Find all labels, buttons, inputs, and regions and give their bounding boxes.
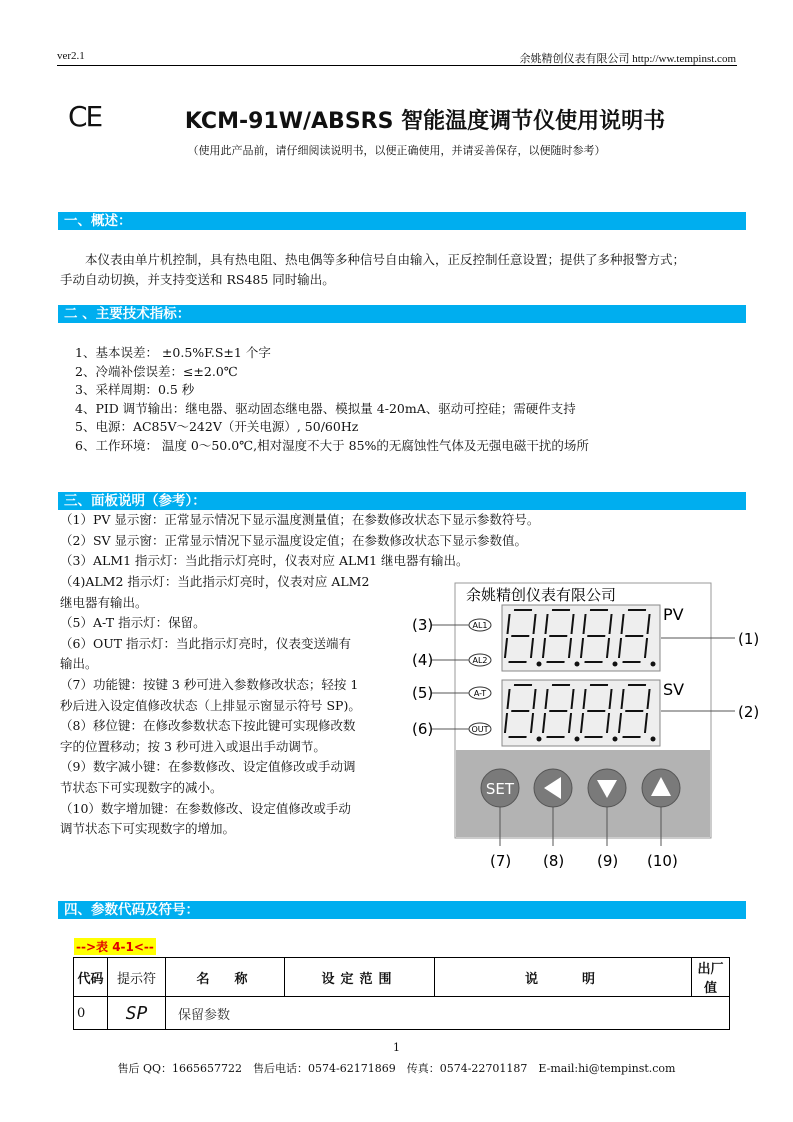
spec-item: 2、冷端补偿误差：≤±2.0℃ — [75, 363, 238, 379]
panel-desc-line: 继电器有输出。 — [60, 594, 148, 610]
panel-desc-line: （6）OUT 指示灯：当此指示灯亮时，仪表变送端有 — [60, 635, 352, 651]
col-code: 代码 — [74, 958, 108, 997]
panel-desc-line: 调节状态下可实现数字的增加。 — [60, 821, 236, 837]
version-label: ver2.1 — [57, 50, 85, 62]
footer-contact: 售后 QQ：1665657722 售后电话：0574-62171869 传真：0574-22701187 E-mail:hi@tempinst.com — [117, 1062, 676, 1075]
table-row — [74, 997, 730, 1030]
cell-symbol: SP — [108, 997, 166, 1030]
header-company: 余姚精创仪表有限公司 http://ww.tempinst.com — [519, 53, 736, 65]
decimal-point — [613, 662, 618, 667]
callout-label: (6) — [412, 720, 434, 738]
spec-item: 4、PID 调节输出：继电器、驱动固态继电器、模拟量 4-20mA、驱动可控硅；需硬件支持 — [75, 400, 576, 416]
callout-label: (4) — [412, 651, 434, 669]
spec-item: 3、采样周期：0.5 秒 — [75, 382, 195, 398]
page-number: 1 — [393, 1041, 400, 1054]
col-desc: 说 明 — [435, 958, 692, 997]
decimal-point — [537, 737, 542, 742]
section-heading-overview: 一、概述： — [58, 212, 746, 230]
section-heading-panel: 三、面板说明（参考）： — [58, 492, 746, 510]
indicator-label: OUT — [471, 725, 489, 734]
sv-label: SV — [663, 680, 685, 699]
callout-label: (10) — [647, 852, 678, 870]
indicator-label: A-T — [473, 689, 487, 698]
section-heading-params: 四、参数代码及符号： — [58, 901, 746, 919]
cell-code: 0 — [74, 997, 108, 1030]
decimal-point — [651, 737, 656, 742]
panel-desc-line: （8）移位键：在修改参数状态下按此键可实现修改数 — [60, 718, 356, 734]
decimal-point — [651, 662, 656, 667]
panel-desc-line: （4)ALM2 指示灯：当此指示灯亮时，仪表对应 ALM2 — [60, 574, 370, 589]
ce-logo: CE — [68, 100, 102, 133]
callout-label: (1) — [738, 630, 760, 648]
section-heading-specs: 二 、主要技术指标： — [58, 305, 746, 323]
callout-label: (8) — [543, 852, 565, 870]
panel-desc-line: （2）SV 显示窗：正常显示情况下显示温度设定值；在参数修改状态下显示参数值。 — [60, 532, 528, 548]
spec-item: 5、电源：AC85V～242V（开关电源）, 50/60Hz — [75, 419, 359, 435]
col-default: 出厂值 — [692, 958, 730, 997]
decimal-point — [575, 737, 580, 742]
panel-brand: 余姚精创仪表有限公司 — [466, 586, 617, 604]
col-symbol: 提示符 — [108, 958, 166, 997]
spec-item: 6、工作环境： 温度 0～50.0℃,相对湿度不大于 85%的无腐蚀性气体及无强电磁干扰的场所 — [75, 437, 589, 453]
callout-label: (2) — [738, 703, 760, 721]
callout-label: (5) — [412, 684, 434, 702]
spec-list — [75, 344, 589, 456]
callout-label: (7) — [490, 852, 512, 870]
indicator-label: AL1 — [472, 621, 488, 630]
decimal-point — [575, 662, 580, 667]
panel-diagram — [400, 578, 780, 878]
panel-desc-line: 节状态下可实现数字的减小。 — [60, 779, 223, 795]
panel-desc-line: （5）A-T 指示灯：保留。 — [60, 615, 206, 631]
col-name: 名 称 — [166, 958, 285, 997]
panel-desc-line: （3）ALM1 指示灯：当此指示灯亮时，仪表对应 ALM1 继电器有输出。 — [60, 553, 469, 569]
callout-label: (3) — [412, 616, 434, 634]
col-range: 设定范围 — [285, 958, 435, 997]
panel-desc-line: （10）数字增加键：在参数修改、设定值修改或手动 — [60, 800, 351, 816]
spec-item: 1、基本误差： ±0.5%F.S±1 个字 — [75, 345, 271, 360]
panel-desc-line: 字的位置移动；按 3 秒可进入或退出手动调节。 — [60, 738, 326, 754]
pv-label: PV — [663, 605, 684, 624]
panel-desc-line: 秒后进入设定值修改状态（上排显示窗显示符号 SP)。 — [60, 697, 361, 713]
decimal-point — [613, 737, 618, 742]
panel-desc-line: 输出。 — [60, 656, 98, 672]
indicator-label: AL2 — [472, 656, 488, 665]
header-rule — [57, 65, 737, 66]
table-label: -->表 4-1<-- — [76, 940, 154, 954]
page-title: KCM-91W/ABSRS 智能温度调节仪使用说明书 — [184, 109, 666, 134]
callout-label: (9) — [597, 852, 619, 870]
overview-line: 手动自动切换，并支持变送和 RS485 同时输出。 — [60, 272, 335, 287]
decimal-point — [537, 662, 542, 667]
page-subtitle: （使用此产品前，请仔细阅读说明书，以便正确使用，并请妥善保存，以便随时参考） — [187, 144, 606, 157]
table-header-row — [74, 958, 730, 997]
set-label: SET — [485, 780, 515, 798]
panel-desc-line: （1）PV 显示窗：正常显示情况下显示温度测量值；在参数修改状态下显示参数符号。 — [60, 512, 540, 527]
cell-name: 保留参数 — [166, 997, 730, 1030]
panel-desc-line: （9）数字减小键：在参数修改、设定值修改或手动调 — [60, 759, 356, 775]
panel-desc-line: （7）功能键：按键 3 秒可进入参数修改状态；轻按 1 — [60, 676, 359, 692]
overview-line: 本仪表由单片机控制，具有热电阻、热电偶等多种信号自由输入，正反控制任意设置；提供了多种报警方式； — [60, 252, 686, 267]
param-table — [73, 957, 730, 1030]
